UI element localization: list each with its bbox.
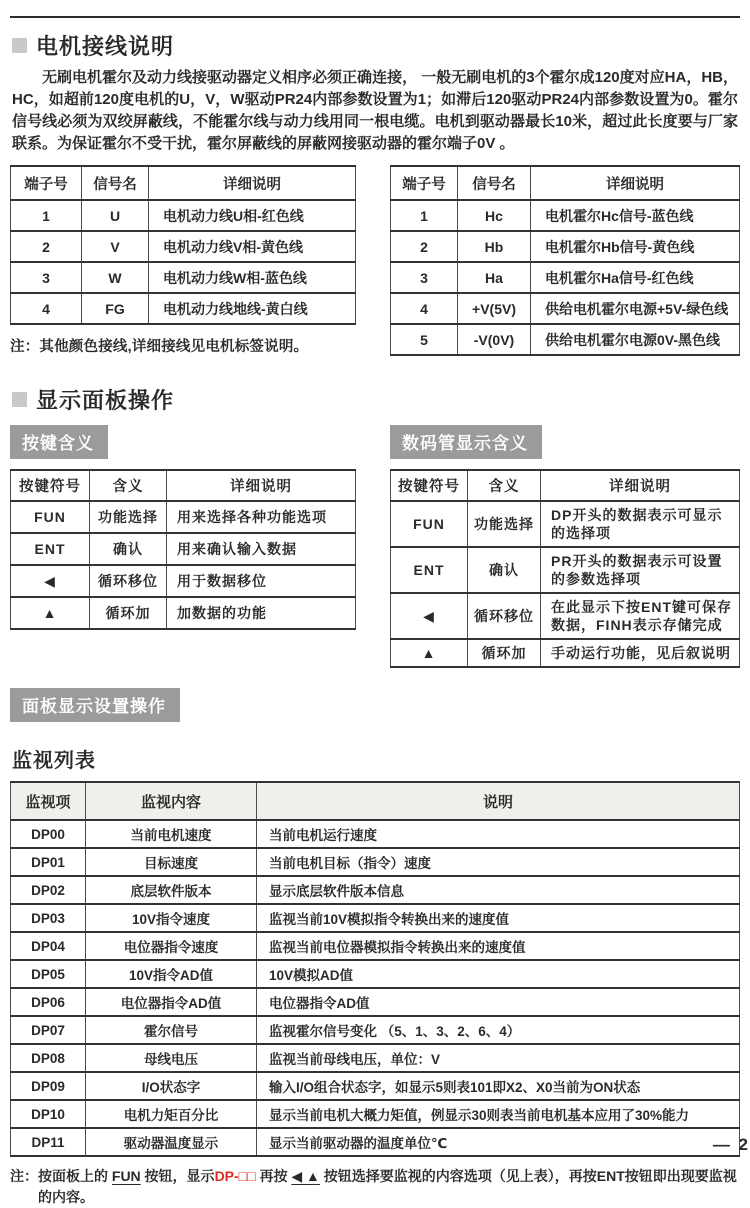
keys-meaning-column [10, 421, 356, 630]
table-row [11, 533, 356, 565]
table-cell: 驱动器温度显示 [86, 1128, 257, 1156]
table-cell: PR开头的数据表示可设置的参数选择项 [541, 547, 740, 593]
table-header-row [391, 166, 740, 200]
table-row [11, 262, 356, 293]
table-cell: 10V模拟AD值 [257, 960, 740, 988]
keys-meaning-badge: 按键含义 [10, 425, 108, 459]
table-cell: 电机动力线地线-黄白线 [149, 293, 356, 324]
table-cell: DP01 [11, 848, 86, 876]
table-cell: 4 [391, 293, 458, 324]
digit-display-meaning-table [390, 469, 740, 668]
table-cell: 2 [391, 231, 458, 262]
table-cell: 用来确认输入数据 [167, 533, 356, 565]
table-cell: 显示当前驱动器的温度单位℃ [257, 1128, 740, 1156]
table-cell: ◀ [11, 565, 90, 597]
table-cell: ◀ [391, 593, 468, 639]
table-cell: U [82, 200, 149, 231]
table-cell: 10V指令AD值 [86, 960, 257, 988]
note-segment-normal: 按面板上的 [38, 1168, 112, 1184]
column-header: 端子号 [391, 166, 458, 200]
table-header-row [11, 470, 356, 501]
table-cell: 供给电机霍尔电源+5V-绿色线 [531, 293, 740, 324]
table-cell: 电机霍尔Ha信号-红色线 [531, 262, 740, 293]
power-wiring-column [10, 165, 356, 356]
table-cell: 目标速度 [86, 848, 257, 876]
table-cell: 母线电压 [86, 1044, 257, 1072]
table-cell: DP03 [11, 904, 86, 932]
table-row [11, 904, 740, 932]
motor-wiring-intro-paragraph: 无刷电机霍尔及动力线接驱动器定义相序必须正确连接， 一般无刷电机的3个霍尔成120度对应HA，HB，HC，如超前120度电机的U，V，W驱动PR24内部参数设置为1；如滞后120驱动PR24内部参数设置为0。霍尔信号线必须为双绞屏蔽线，不能霍尔线与动力线用同一根电缆。电机到驱动器最长10米，超过此长度要与厂家联系。为保证霍尔不受干扰，霍尔屏蔽线的屏蔽网接驱动器的霍尔端子0V 。 [12, 69, 738, 152]
table-row [11, 1128, 740, 1156]
column-header: 详细说明 [167, 470, 356, 501]
table-cell: DP11 [11, 1128, 86, 1156]
table-cell: FUN [11, 501, 90, 533]
column-header: 含义 [468, 470, 541, 501]
table-cell: 监视当前电位器模拟指令转换出来的速度值 [257, 932, 740, 960]
table-cell: ▲ [11, 597, 90, 629]
table-cell: 功能选择 [90, 501, 167, 533]
table-cell: W [82, 262, 149, 293]
table-row [391, 231, 740, 262]
wiring-tables-row [10, 165, 740, 356]
monitor-list-table [10, 781, 740, 1157]
table-cell: 监视当前10V模拟指令转换出来的速度值 [257, 904, 740, 932]
note-segment-underline: FUN [111, 1168, 141, 1184]
table-row [11, 988, 740, 1016]
table-row [11, 597, 356, 629]
section-bullet-square [12, 38, 27, 53]
table-row [11, 848, 740, 876]
column-header: 信号名 [458, 166, 531, 200]
note-segment-underline: ◀ ▲ [291, 1168, 320, 1184]
motor-hall-wiring-table [390, 165, 740, 356]
table-cell: DP04 [11, 932, 86, 960]
table-row [391, 200, 740, 231]
table-cell: Hb [458, 231, 531, 262]
section-title-motor-wiring [12, 30, 740, 61]
table-cell: 霍尔信号 [86, 1016, 257, 1044]
table-cell: 电位器指令AD值 [86, 988, 257, 1016]
table-header-row [11, 166, 356, 200]
note-label: 注： [10, 1168, 38, 1184]
table-cell: 电机动力线U相-红色线 [149, 200, 356, 231]
section-title-text: 显示面板操作 [36, 388, 175, 413]
table-row [11, 960, 740, 988]
table-row [11, 932, 740, 960]
table-row [391, 293, 740, 324]
section-title-panel-operation [12, 384, 740, 415]
table-row [11, 293, 356, 324]
table-cell: 电机力矩百分比 [86, 1100, 257, 1128]
note-segment-normal: 按钮选择要监视的内容选项（见上表），再按ENT按钮即出现要监视的内容。 [38, 1168, 737, 1205]
table-cell: 输入I/O组合状态字，如显示5则表101即X2、X0当前为ON状态 [257, 1072, 740, 1100]
note-segment-normal: 再按 [255, 1168, 292, 1184]
keys-meaning-table [10, 469, 356, 630]
column-header: 详细说明 [531, 166, 740, 200]
table-row [11, 501, 356, 533]
table-cell: 监视霍尔信号变化 （5、1、3、2、6、4） [257, 1016, 740, 1044]
table-cell: 当前电机运行速度 [257, 820, 740, 848]
table-cell: 10V指令速度 [86, 904, 257, 932]
table-cell: 循环加 [468, 639, 541, 667]
table-cell: 3 [11, 262, 82, 293]
column-header: 监视内容 [86, 782, 257, 820]
key-meaning-tables-row [10, 421, 740, 668]
table-row [11, 565, 356, 597]
monitor-usage-note [10, 1166, 740, 1208]
table-cell: Hc [458, 200, 531, 231]
hall-wiring-column [390, 165, 740, 356]
table-cell: 循环移位 [468, 593, 541, 639]
table-cell: DP00 [11, 820, 86, 848]
table-cell: 加数据的功能 [167, 597, 356, 629]
page-number: — 2 [712, 1135, 750, 1154]
table-cell: Ha [458, 262, 531, 293]
table-cell: 手动运行功能，见后叙说明 [541, 639, 740, 667]
motor-power-wiring-table [10, 165, 356, 325]
table-cell: ENT [11, 533, 90, 565]
table-cell: 当前电机速度 [86, 820, 257, 848]
table-cell: 1 [11, 200, 82, 231]
panel-setting-badge: 面板显示设置操作 [10, 688, 180, 722]
table-row [11, 1100, 740, 1128]
digit-display-column [390, 421, 740, 668]
table-cell: 2 [11, 231, 82, 262]
column-header: 按键符号 [391, 470, 468, 501]
table-cell: ▲ [391, 639, 468, 667]
table-row [11, 200, 356, 231]
table-cell: 确认 [468, 547, 541, 593]
table-cell: I/O状态字 [86, 1072, 257, 1100]
monitor-list-subtitle: 监视列表 [12, 750, 96, 772]
table-cell: ENT [391, 547, 468, 593]
table-cell: FG [82, 293, 149, 324]
table-cell: V [82, 231, 149, 262]
section-bullet-square [12, 392, 27, 407]
panel-setting-section [10, 684, 740, 1208]
table-cell: 5 [391, 324, 458, 355]
table-cell: 电机动力线V相-黄色线 [149, 231, 356, 262]
table-row [11, 1072, 740, 1100]
note-segment-red: DP-□□ [214, 1168, 256, 1184]
table-cell: 底层软件版本 [86, 876, 257, 904]
table-row [391, 324, 740, 355]
table-cell: 1 [391, 200, 458, 231]
table-row [11, 1044, 740, 1072]
table-cell: 供给电机霍尔电源0V-黑色线 [531, 324, 740, 355]
table-cell: 显示底层软件版本信息 [257, 876, 740, 904]
table-cell: 在此显示下按ENT键可保存数据，FINH表示存储完成 [541, 593, 740, 639]
column-header: 端子号 [11, 166, 82, 200]
table-cell: DP06 [11, 988, 86, 1016]
note-segment-normal: 按钮，显示 [140, 1168, 215, 1184]
top-divider [10, 16, 740, 18]
column-header: 说明 [257, 782, 740, 820]
table-cell: DP10 [11, 1100, 86, 1128]
table-header-row [391, 470, 740, 501]
table-cell: 监视当前母线电压，单位：V [257, 1044, 740, 1072]
table-row [391, 501, 740, 547]
column-header: 详细说明 [149, 166, 356, 200]
note-body [38, 1166, 740, 1208]
table-row [11, 876, 740, 904]
table-row [11, 231, 356, 262]
column-header: 含义 [90, 470, 167, 501]
manual-page [0, 16, 750, 1208]
column-header: 监视项 [11, 782, 86, 820]
digit-display-badge: 数码管显示含义 [390, 425, 542, 459]
table-cell: 确认 [90, 533, 167, 565]
table-row [391, 639, 740, 667]
table-row [11, 820, 740, 848]
section-title-text: 电机接线说明 [36, 34, 175, 59]
power-wiring-note: 注：其他颜色接线,详细接线见电机标签说明。 [10, 339, 309, 355]
table-cell: 电机动力线W相-蓝色线 [149, 262, 356, 293]
table-cell: DP02 [11, 876, 86, 904]
table-cell: 功能选择 [468, 501, 541, 547]
table-cell: -V(0V) [458, 324, 531, 355]
table-cell: 电机霍尔Hc信号-蓝色线 [531, 200, 740, 231]
table-header-row [11, 782, 740, 820]
table-cell: 电位器指令速度 [86, 932, 257, 960]
table-cell: DP开头的数据表示可显示的选择项 [541, 501, 740, 547]
table-row [391, 547, 740, 593]
table-row [391, 262, 740, 293]
table-cell: 电机霍尔Hb信号-黄色线 [531, 231, 740, 262]
column-header: 信号名 [82, 166, 149, 200]
table-row [391, 593, 740, 639]
column-header: 按键符号 [11, 470, 90, 501]
table-cell: 电位器指令AD值 [257, 988, 740, 1016]
table-cell: FUN [391, 501, 468, 547]
table-cell: 3 [391, 262, 458, 293]
table-cell: +V(5V) [458, 293, 531, 324]
table-cell: 当前电机目标（指令）速度 [257, 848, 740, 876]
table-cell: DP07 [11, 1016, 86, 1044]
column-header: 详细说明 [541, 470, 740, 501]
table-cell: 循环移位 [90, 565, 167, 597]
table-cell: 用来选择各种功能选项 [167, 501, 356, 533]
table-cell: 用于数据移位 [167, 565, 356, 597]
table-cell: DP08 [11, 1044, 86, 1072]
table-cell: DP05 [11, 960, 86, 988]
table-cell: 4 [11, 293, 82, 324]
table-cell: 显示当前电机大概力矩值，例显示30则表当前电机基本应用了30%能力 [257, 1100, 740, 1128]
table-cell: DP09 [11, 1072, 86, 1100]
table-row [11, 1016, 740, 1044]
table-cell: 循环加 [90, 597, 167, 629]
